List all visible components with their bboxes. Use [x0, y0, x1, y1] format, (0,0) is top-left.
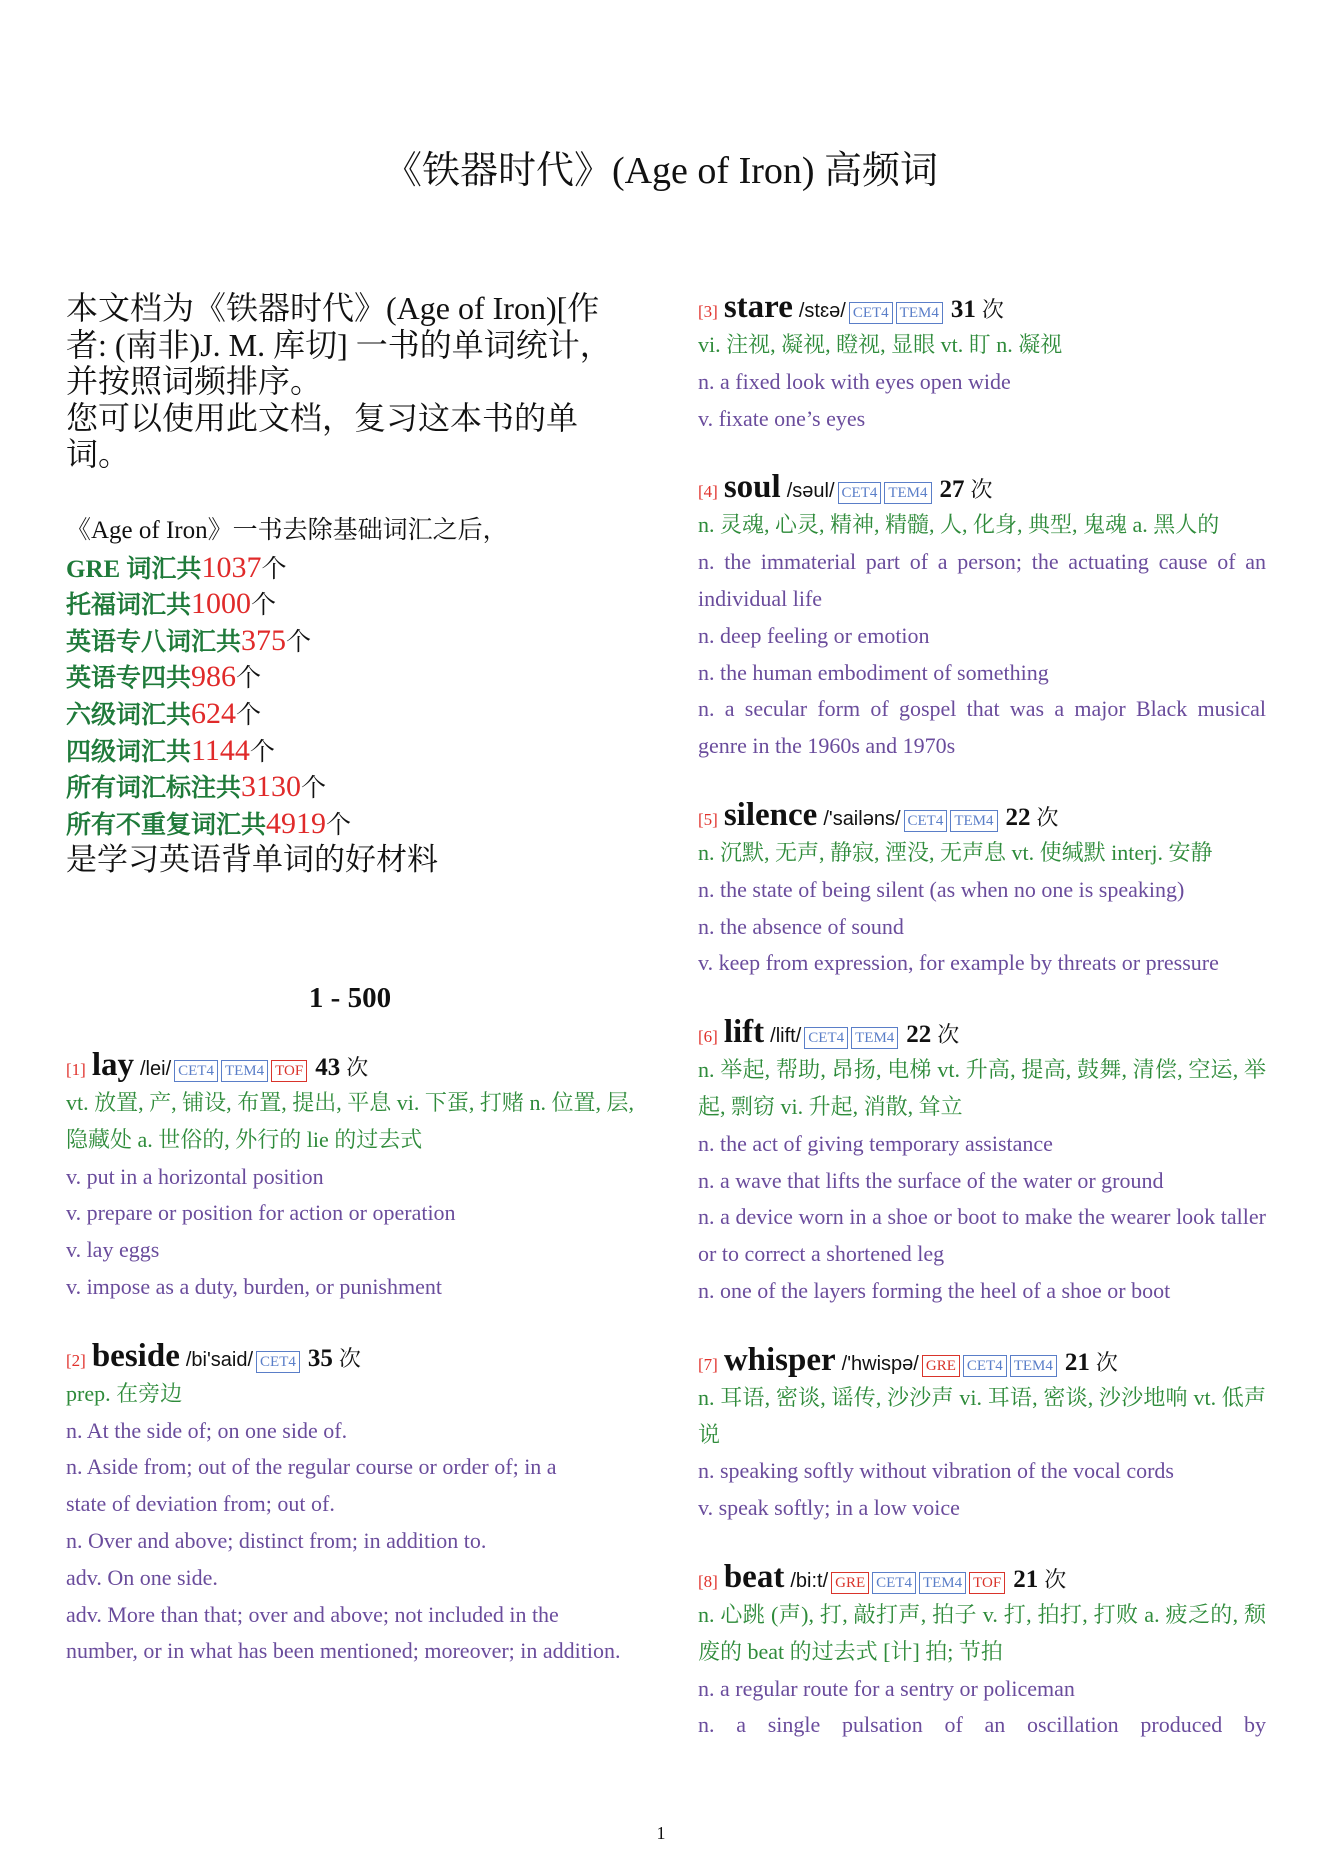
- exam-tag-badge: TEM4: [1010, 1355, 1057, 1377]
- chinese-definition: n. 心跳 (声), 打, 敲打声, 拍子 v. 打, 拍打, 打败 a. 疲乏的, 颓废的 beat 的过去式 [计] 拍; 节拍: [698, 1601, 1266, 1664]
- stat-unit: 个: [249, 738, 275, 766]
- stat-label: 所有不重复词汇共: [66, 811, 267, 839]
- frequency-count: 22: [1005, 803, 1031, 831]
- stat-unit: 个: [326, 811, 352, 839]
- chinese-definition: n. 耳语, 密谈, 谣传, 沙沙声 vi. 耳语, 密谈, 沙沙地响 vt. 低声说: [698, 1384, 1266, 1447]
- entry-index: [5]: [698, 809, 718, 829]
- english-definition: v. prepare or position for action or operation: [66, 1200, 456, 1226]
- stat-label: GRE 词汇共: [66, 555, 202, 583]
- exam-tag-badge: TOF: [969, 1572, 1005, 1594]
- frequency-unit: 次: [981, 297, 1004, 322]
- frequency-count: 35: [307, 1344, 333, 1372]
- stat-row-unique: [66, 806, 634, 843]
- frequency-count: 21: [1064, 1348, 1090, 1376]
- stat-label: 四级词汇共: [66, 738, 192, 766]
- entry-index: [6]: [698, 1027, 718, 1047]
- exam-tag-badge: TEM4: [950, 810, 997, 832]
- stat-count: 1144: [191, 733, 250, 767]
- frequency-count: 27: [939, 476, 965, 504]
- english-definition: n. the immaterial part of a person; the actuating cause of an individual life: [698, 549, 1266, 611]
- stat-count: 986: [191, 660, 237, 694]
- entry-header: [698, 1557, 1266, 1597]
- entry-soul: [698, 467, 1266, 765]
- stat-row-tem4: [66, 659, 634, 696]
- english-definition: n. a wave that lifts the surface of the water or ground: [698, 1167, 1164, 1193]
- english-definition: n. the absence of sound: [698, 913, 904, 939]
- english-definition: n. a fixed look with eyes open wide: [698, 368, 1011, 394]
- english-definition: n. a secular form of gospel that was a major Black musical genre in the 1960s and 1970s: [698, 696, 1266, 759]
- english-definition: v. impose as a duty, burden, or punishment: [66, 1273, 442, 1299]
- phonetic: /bi:t/: [790, 1569, 829, 1592]
- entry-header: [66, 1336, 634, 1376]
- entry-lay: [66, 1045, 634, 1306]
- stat-row-all-tagged: [66, 769, 634, 806]
- stat-label: 六级词汇共: [66, 701, 192, 729]
- stat-unit: 个: [286, 628, 312, 656]
- section-heading: 1 - 500: [308, 982, 392, 1014]
- headword: lift: [723, 1014, 765, 1051]
- english-definition: v. keep from expression, for example by threats or pressure: [698, 950, 1219, 976]
- english-definition: v. put in a horizontal position: [66, 1163, 324, 1189]
- entry-index: [4]: [698, 482, 718, 502]
- english-definition: n. the act of giving temporary assistance: [698, 1130, 1053, 1156]
- stat-unit: 个: [236, 665, 262, 693]
- stat-row-toefl: [66, 586, 634, 623]
- stat-row-tem8: [66, 623, 634, 660]
- english-definition: n. Over and above; distinct from; in addition to.: [66, 1527, 487, 1553]
- exam-tag-badge: TOF: [271, 1060, 307, 1082]
- phonetic: /lei/: [140, 1058, 172, 1080]
- stat-unit: 个: [301, 775, 327, 803]
- exam-tag-badge: TEM4: [221, 1060, 268, 1082]
- intro-text: [66, 290, 634, 473]
- vocabulary-stats: [66, 513, 634, 879]
- stat-unit: 个: [261, 555, 287, 583]
- entry-header: [698, 1340, 1266, 1380]
- exam-tag-badge: CET4: [904, 810, 948, 832]
- headword: soul: [723, 469, 781, 506]
- frequency-unit: 次: [338, 1345, 361, 1371]
- stat-label: 英语专四共: [66, 665, 192, 693]
- entry-index: [1]: [66, 1060, 86, 1079]
- stat-row-cet6: [66, 696, 634, 733]
- stat-label: 托福词汇共: [66, 592, 192, 620]
- english-definition: n. At the side of; on one side of.: [66, 1417, 348, 1443]
- english-definition: n. speaking softly without vibration of the vocal cords: [698, 1458, 1174, 1484]
- english-definition: n. deep feeling or emotion: [698, 622, 930, 648]
- chinese-definition: n. 沉默, 无声, 静寂, 湮没, 无声息 vt. 使缄默 interj. 安静: [698, 839, 1213, 865]
- exam-tag-badge: CET4: [963, 1355, 1007, 1377]
- phonetic: /'hwispə/: [841, 1352, 919, 1375]
- entry-beat: [698, 1557, 1266, 1744]
- english-definition: n. a device worn in a shoe or boot to make the wearer look taller or to correct a shortened leg: [698, 1204, 1266, 1267]
- entry-index: [7]: [698, 1354, 718, 1374]
- stat-count: 624: [191, 696, 237, 730]
- chinese-definition: vi. 注视, 凝视, 瞪视, 显眼 vt. 盯 n. 凝视: [698, 332, 1063, 357]
- phonetic: /səul/: [786, 480, 835, 503]
- stat-unit: 个: [251, 592, 277, 620]
- entry-silence: [698, 795, 1266, 982]
- english-definition: adv. More than that; over and above; not included in the number, or in what has been mentioned; moreover; in addition.: [66, 1601, 621, 1664]
- entry-header: [66, 1045, 634, 1085]
- stats-lead: 《Age of Iron》一书去除基础词汇之后，: [66, 517, 508, 544]
- stat-unit: 个: [236, 701, 262, 729]
- phonetic: /lift/: [770, 1025, 802, 1048]
- phonetic: /bi'said/: [185, 1348, 254, 1371]
- chinese-definition: n. 举起, 帮助, 昂扬, 电梯 vt. 升高, 提高, 鼓舞, 清偿, 空运, 举起, 剽窃 vi. 升起, 消散, 耸立: [698, 1057, 1266, 1119]
- exam-tag-badge: CET4: [256, 1351, 300, 1373]
- frequency-count: 31: [950, 296, 976, 323]
- stat-row-cet4: [66, 733, 634, 770]
- chinese-definition: prep. 在旁边: [66, 1380, 183, 1406]
- english-definition: v. lay eggs: [66, 1237, 160, 1263]
- exam-tag-badge: TEM4: [896, 302, 943, 324]
- entry-header: [698, 287, 1266, 327]
- exam-tag-badge: TEM4: [884, 482, 931, 504]
- stat-count: 3130: [241, 770, 302, 804]
- headword: whisper: [723, 1341, 836, 1378]
- headword: beside: [91, 1337, 180, 1374]
- frequency-unit: 次: [1095, 1349, 1118, 1375]
- entry-header: [698, 1012, 1266, 1052]
- page-number: 1: [656, 1823, 666, 1843]
- exam-tag-badge: GRE: [922, 1355, 960, 1377]
- stat-count: 1000: [191, 587, 252, 621]
- headword: lay: [91, 1047, 134, 1083]
- exam-tag-badge: CET4: [849, 302, 893, 324]
- headword: silence: [723, 796, 818, 833]
- phonetic: /stɛə/: [798, 300, 846, 322]
- document-title: 《铁器时代》(Age of Iron) 高频词: [383, 150, 939, 192]
- entry-beside: [66, 1336, 634, 1670]
- entry-index: [8]: [698, 1571, 718, 1591]
- stat-count: 375: [241, 623, 287, 657]
- entry-index: [2]: [66, 1350, 86, 1370]
- english-definition: adv. On one side.: [66, 1564, 218, 1590]
- english-definition: n. a regular route for a sentry or policeman: [698, 1675, 1075, 1701]
- exam-tag-badge: TEM4: [919, 1572, 966, 1594]
- phonetic: /'sailəns/: [823, 807, 901, 830]
- english-definition: n. Aside from; out of the regular course or order of; in a state of deviation from; out of.: [66, 1454, 557, 1517]
- intro-paragraph: 您可以使用此文档，复习这本书的单词。: [66, 399, 579, 472]
- entry-lift: [698, 1012, 1266, 1310]
- frequency-count: 22: [906, 1021, 932, 1049]
- stat-label: 所有词汇标注共: [66, 775, 242, 803]
- exam-tag-badge: CET4: [174, 1060, 218, 1082]
- exam-tag-badge: CET4: [872, 1572, 916, 1594]
- headword: beat: [723, 1558, 785, 1595]
- entry-header: [698, 795, 1266, 835]
- exam-tag-badge: CET4: [804, 1027, 848, 1049]
- english-definition: v. speak softly; in a low voice: [698, 1495, 960, 1521]
- english-definition: n. the human embodiment of something: [698, 659, 1049, 685]
- frequency-unit: 次: [937, 1022, 960, 1048]
- entry-header: [698, 467, 1266, 507]
- entry-stare: [698, 287, 1266, 437]
- frequency-unit: 次: [1044, 1566, 1067, 1592]
- english-definition: n. one of the layers forming the heel of a shoe or boot: [698, 1277, 1171, 1303]
- exam-tag-badge: GRE: [831, 1572, 869, 1594]
- english-definition: n. a single pulsation of an oscillation produced by: [698, 1712, 1266, 1738]
- chinese-definition: n. 灵魂, 心灵, 精神, 精髓, 人, 化身, 典型, 鬼魂 a. 黑人的: [698, 512, 1220, 538]
- intro-paragraph: 本文档为《铁器时代》(Age of Iron)[作者: (南非)J. M. 库切] 一书的单词统计，并按照词频排序。: [66, 290, 612, 399]
- english-definition: v. fixate one’s eyes: [698, 405, 866, 431]
- frequency-count: 21: [1013, 1565, 1039, 1593]
- right-column: [698, 287, 1266, 1744]
- entry-whisper: [698, 1340, 1266, 1527]
- english-definition: n. the state of being silent (as when no one is speaking): [698, 876, 1185, 902]
- left-column: [66, 1045, 634, 1670]
- chinese-definition: vt. 放置, 产, 铺设, 布置, 提出, 平息 vi. 下蛋, 打赌 n. 位置, 层, 隐藏处 a. 世俗的, 外行的 lie 的过去式: [66, 1090, 634, 1152]
- exam-tag-badge: TEM4: [851, 1027, 898, 1049]
- frequency-unit: 次: [1036, 804, 1059, 830]
- stat-label: 英语专八词汇共: [66, 628, 242, 656]
- frequency-count: 43: [315, 1054, 341, 1081]
- stat-count: 1037: [201, 550, 262, 584]
- entry-index: [3]: [698, 302, 718, 321]
- stats-closing: 是学习英语背单词的好材料: [66, 842, 438, 878]
- headword: stare: [723, 289, 793, 325]
- stat-count: 4919: [266, 806, 327, 840]
- stat-row-gre: [66, 550, 634, 587]
- frequency-unit: 次: [970, 477, 993, 503]
- frequency-unit: 次: [346, 1055, 369, 1080]
- exam-tag-badge: CET4: [838, 482, 882, 504]
